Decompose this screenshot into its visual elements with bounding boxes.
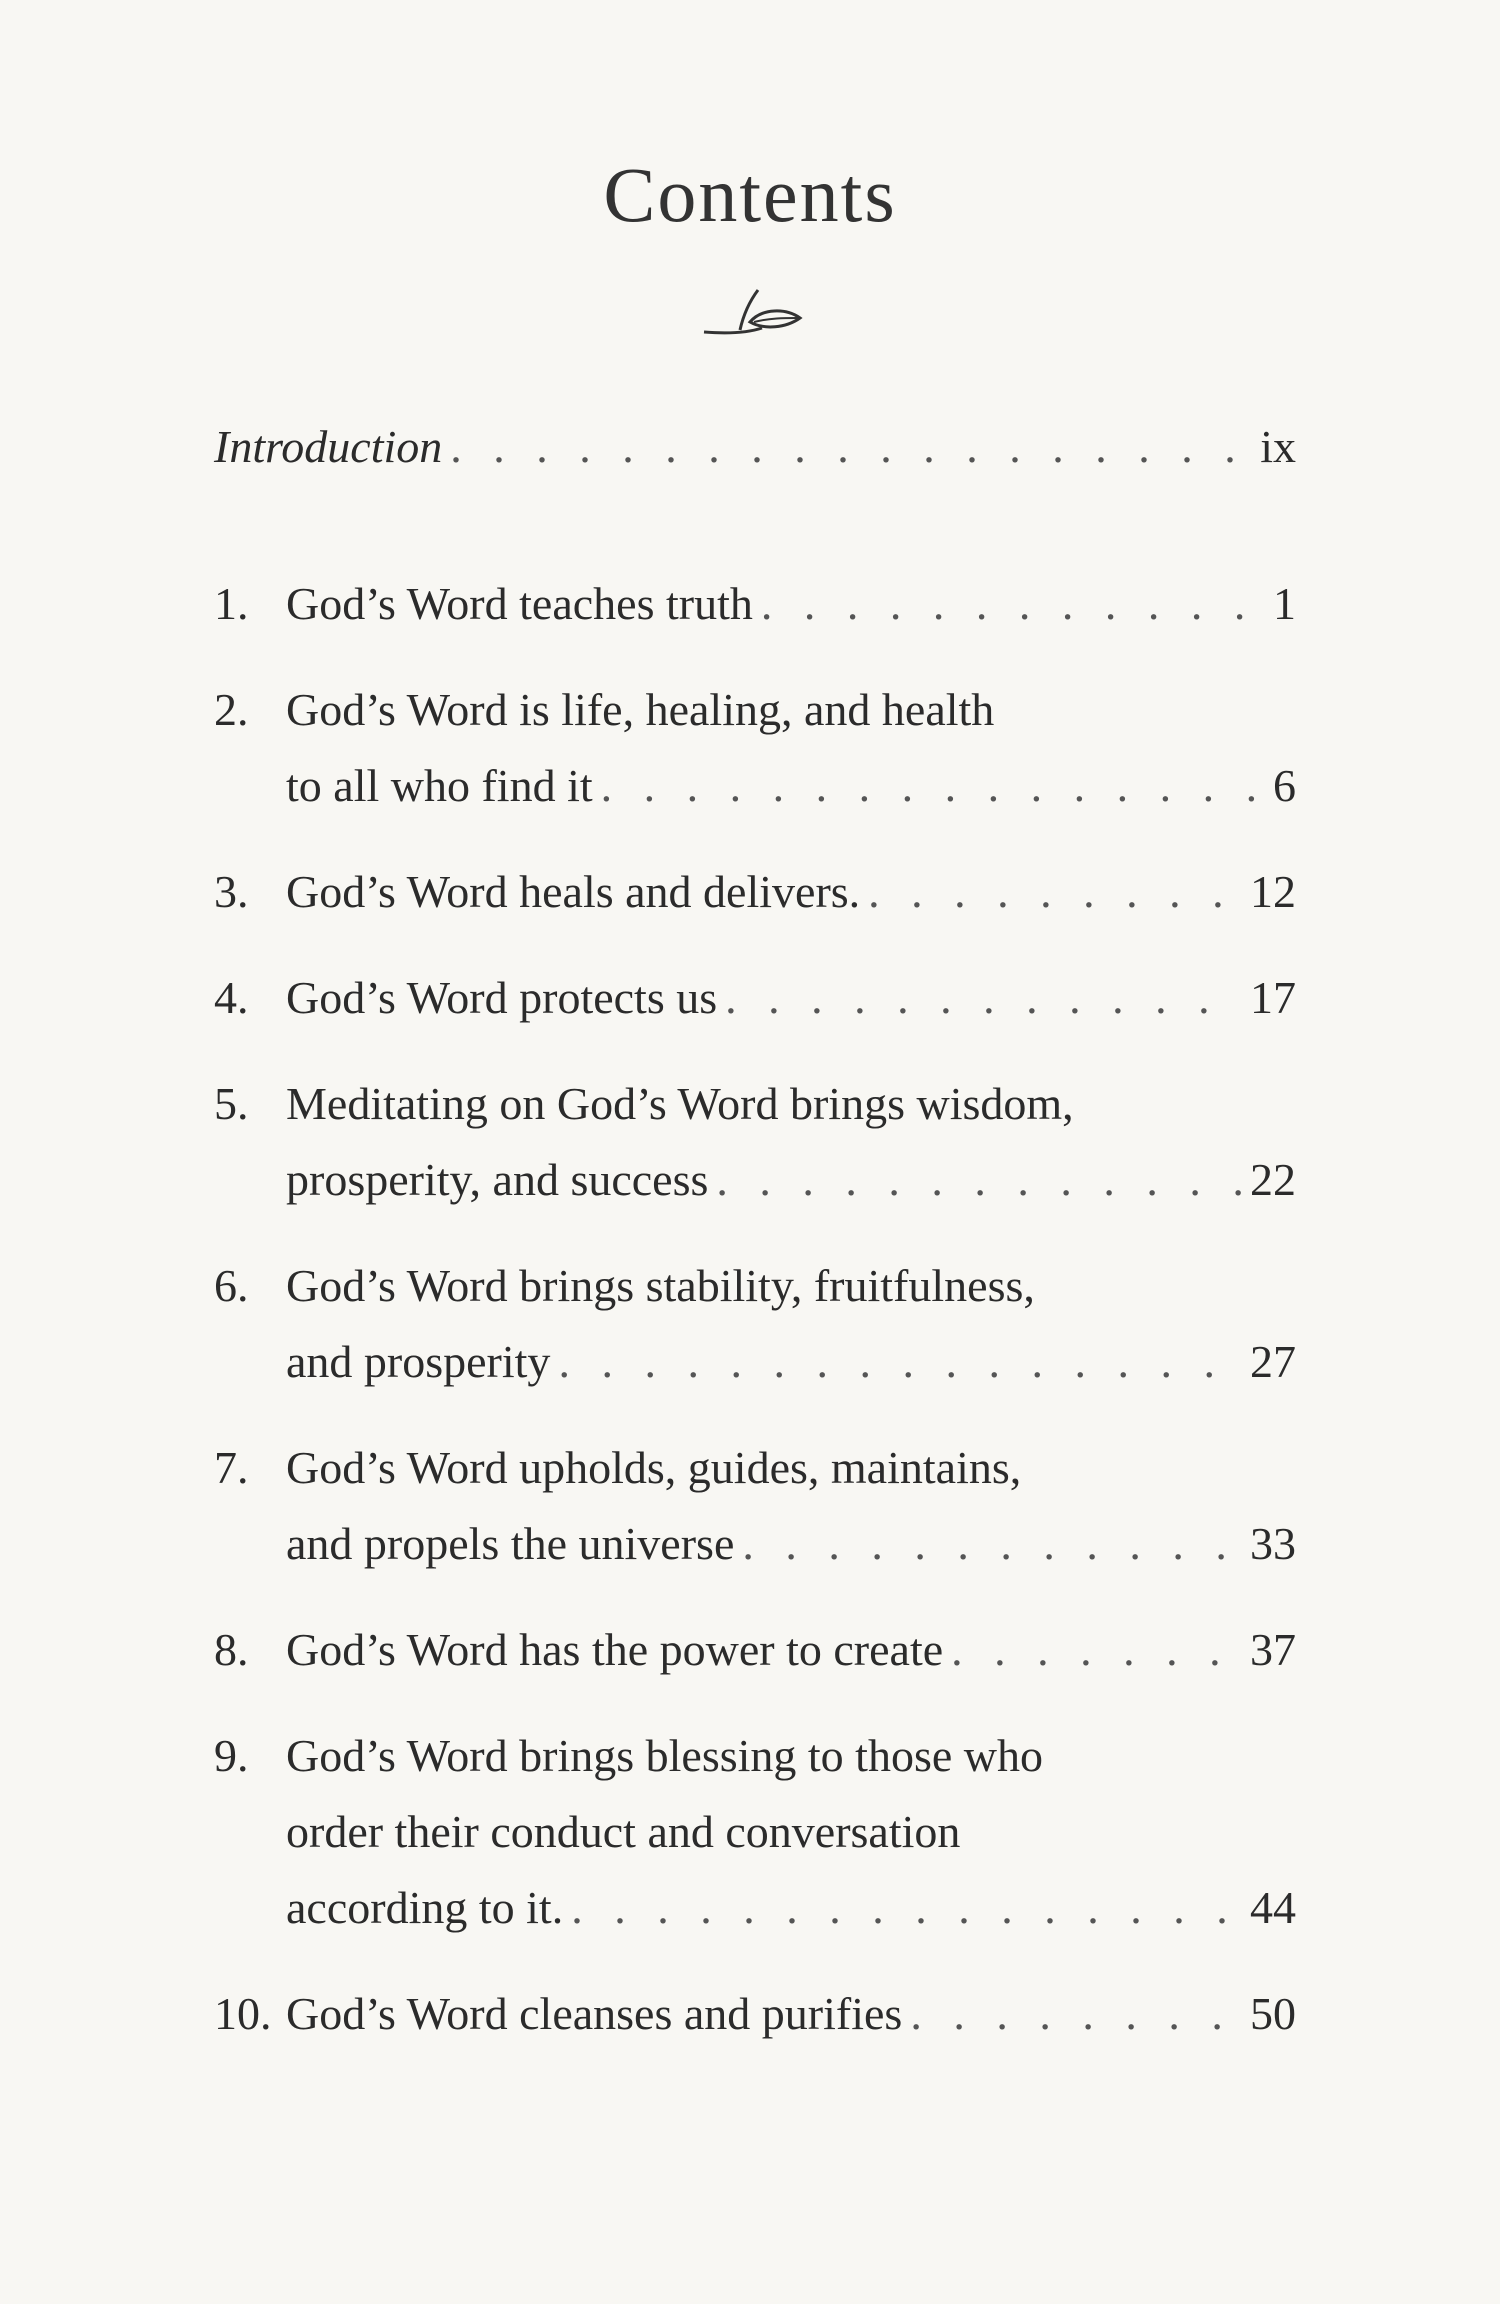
chapter-title-line: prosperity, and success <box>286 1154 709 1205</box>
leaf-flourish-icon <box>700 282 810 342</box>
toc-entry[interactable] <box>214 1430 1296 1582</box>
chapter-number: 10. <box>214 1988 272 2039</box>
chapter-title-line: God’s Word cleanses and purifies <box>286 1988 903 2039</box>
chapter-number: 9. <box>214 1730 249 1781</box>
leader-dots <box>450 420 1252 473</box>
leader-dots <box>868 854 1242 930</box>
chapter-page-number: 6 <box>1273 760 1296 811</box>
chapter-title-line: God’s Word protects us <box>286 972 718 1023</box>
chapter-title-line: God’s Word brings blessing to those who <box>286 1730 1044 1781</box>
toc-entry[interactable] <box>214 1248 1296 1400</box>
chapter-title-line: according to it. <box>286 1882 564 1933</box>
chapter-title-line: Meditating on God’s Word brings wisdom, <box>286 1078 1074 1129</box>
page-title: Contents <box>603 151 897 238</box>
introduction-label: Introduction <box>214 421 443 472</box>
leader-dots <box>716 1142 1242 1218</box>
chapter-title-line: God’s Word is life, healing, and health <box>286 684 995 735</box>
introduction-page-number: ix <box>1260 421 1296 472</box>
chapter-page-number: 27 <box>1250 1336 1296 1387</box>
toc-entry[interactable] <box>214 566 1296 642</box>
chapter-page-number: 22 <box>1250 1154 1296 1205</box>
leader-dots <box>742 1506 1242 1582</box>
chapter-title-line: God’s Word heals and delivers. <box>286 866 861 917</box>
leader-dots <box>571 1870 1242 1946</box>
toc-entry[interactable] <box>214 1718 1296 1946</box>
chapter-page-number: 50 <box>1250 1988 1296 2039</box>
chapter-title-line: God’s Word has the power to create <box>286 1624 944 1675</box>
chapter-title-line: and prosperity <box>286 1336 551 1387</box>
chapter-title-line: God’s Word upholds, guides, maintains, <box>286 1442 1022 1493</box>
chapter-number: 4. <box>214 972 249 1023</box>
chapter-number: 2. <box>214 684 249 735</box>
leader-dots <box>601 748 1265 824</box>
toc-entry[interactable] <box>214 1066 1296 1218</box>
chapter-page-number: 33 <box>1250 1518 1296 1569</box>
chapter-number: 8. <box>214 1624 249 1675</box>
chapter-number: 7. <box>214 1442 249 1493</box>
chapter-title-line: God’s Word brings stability, fruitfulness, <box>286 1260 1035 1311</box>
toc-entry[interactable] <box>214 1976 1296 2052</box>
chapter-page-number: 17 <box>1250 972 1296 1023</box>
toc-entry[interactable] <box>214 672 1296 824</box>
chapter-page-number: 1 <box>1273 578 1296 629</box>
chapter-number: 5. <box>214 1078 249 1129</box>
chapter-page-number: 37 <box>1250 1624 1296 1675</box>
leader-dots <box>558 1324 1242 1400</box>
toc-entries <box>214 566 1296 2082</box>
chapter-number: 3. <box>214 866 249 917</box>
toc-entry[interactable] <box>214 960 1296 1036</box>
chapter-number: 6. <box>214 1260 249 1311</box>
chapter-title-line: to all who find it <box>286 760 593 811</box>
leader-dots <box>951 1612 1242 1688</box>
toc-entry[interactable] <box>214 854 1296 930</box>
toc-entry[interactable] <box>214 1612 1296 1688</box>
chapter-page-number: 44 <box>1250 1882 1296 1933</box>
chapter-title-line: and propels the universe <box>286 1518 735 1569</box>
leader-dots <box>725 960 1242 1036</box>
chapter-title-line: order their conduct and conversation <box>286 1806 961 1857</box>
chapter-title-line: God’s Word teaches truth <box>286 578 753 629</box>
leader-dots <box>761 566 1265 642</box>
chapter-number: 1. <box>214 578 249 629</box>
leader-dots <box>910 1976 1242 2052</box>
chapter-page-number: 12 <box>1250 866 1296 917</box>
toc-introduction[interactable] <box>214 420 1296 473</box>
